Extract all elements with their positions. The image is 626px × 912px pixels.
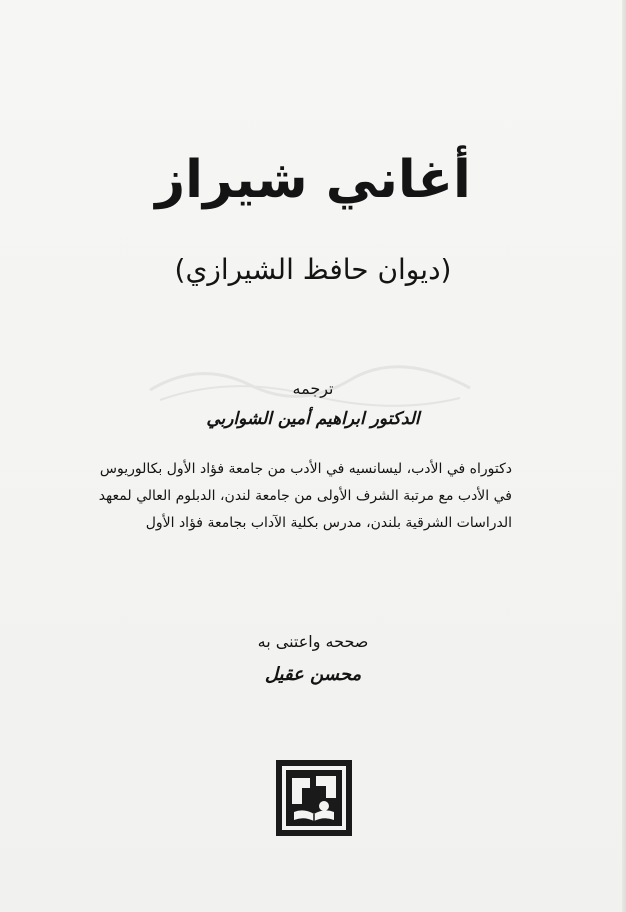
editor-name: محسن عقيل (264, 664, 362, 685)
book-title: أغاني شيراز (155, 150, 471, 210)
translator-bio-line: في الأدب مع مرتبة الشرف الأولى من جامعة لندن، الدبلوم العالي لمعهد (98, 488, 512, 504)
translator-bio-line: دكتوراه في الأدب، ليسانسيه في الأدب من جامعة فؤاد الأول بكالوريوس (99, 461, 512, 477)
translator-name: الدكتور ابراهيم أمين الشواربي (206, 409, 420, 429)
publisher-logo-icon (274, 758, 354, 838)
translator-bio (98, 456, 512, 537)
page-edge (622, 0, 626, 912)
translator-bio-line: الدراسات الشرقية بلندن، مدرس بكلية الآداب بجامعة فؤاد الأول (145, 515, 512, 531)
book-subtitle: (ديوان حافظ الشيرازي) (174, 253, 452, 286)
edited-by-label: صححه واعتنى به (257, 632, 369, 651)
translated-by-label: ترجمه (292, 379, 334, 398)
